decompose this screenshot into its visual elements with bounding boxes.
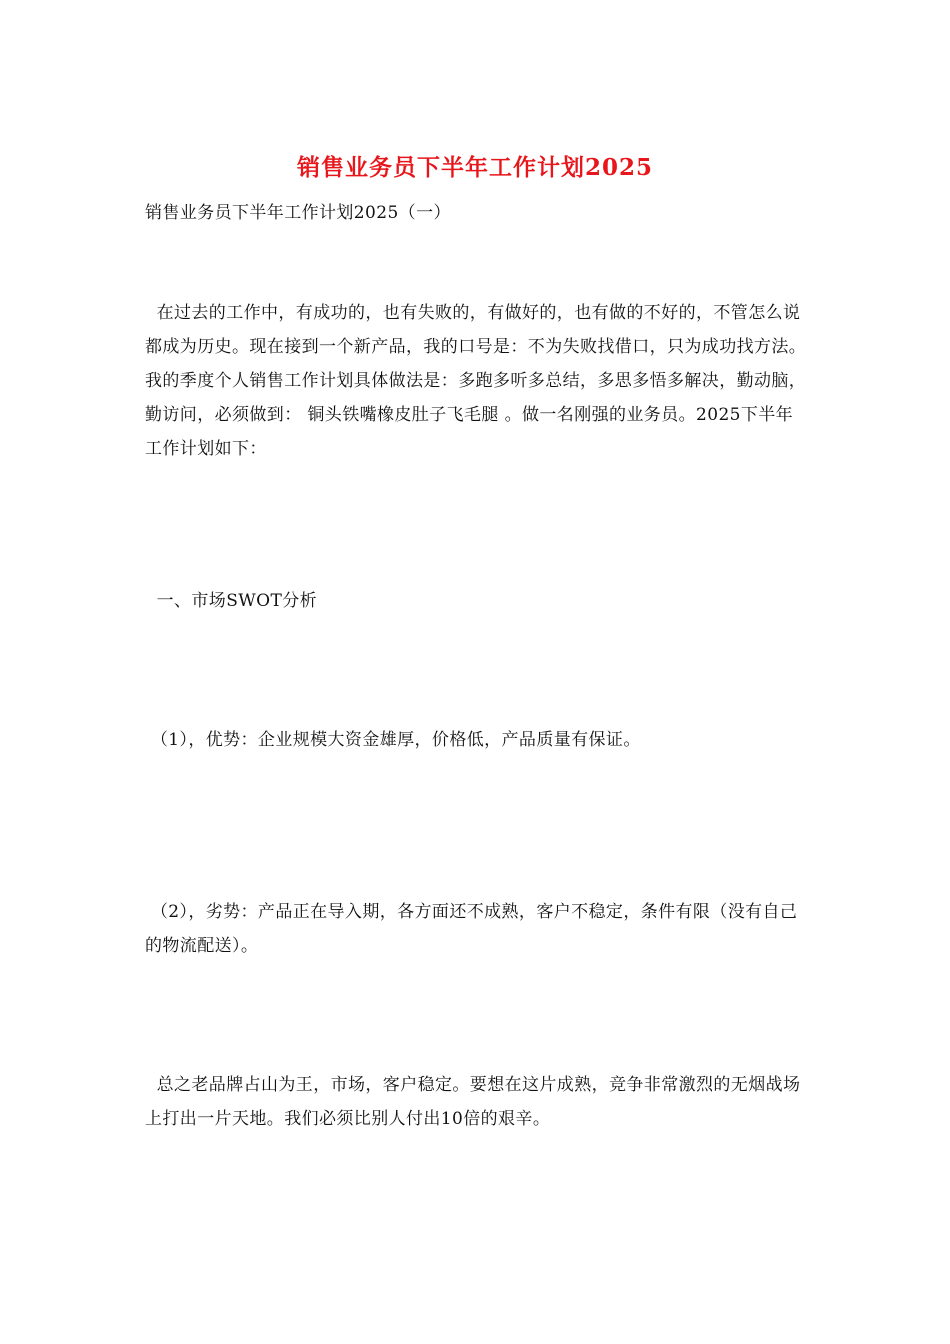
summary-paragraph: 总之老品牌占山为王，市场，客户稳定。要想在这片成熟，竞争非常激烈的无烟战场上打出一片天地。我们必须比别人付出10倍的艰辛。: [145, 1075, 801, 1129]
intro-paragraph: 在过去的工作中，有成功的，也有失败的，有做好的，也有做的不好的，不管怎么说都成为历史。现在接到一个新产品，我的口号是：不为失败找借口，只为成功找方法。我的季度个人销售工作计划具体做法是：多跑多听多总结，多思多悟多解决，勤动脑，勤访问，必须做到： 铜头铁嘴橡皮肚子飞毛腿 。做一名刚强的业务员。2025下半年工作计划如下：: [145, 303, 807, 459]
swot-item-strengths: （1），优势：企业规模大资金雄厚，价格低，产品质量有保证。: [145, 730, 641, 750]
section-heading-swot: 一、市场SWOT分析: [145, 591, 318, 611]
swot-item-weaknesses: （2），劣势：产品正在导入期，各方面还不成熟，客户不稳定，条件有限（没有自己的物流配送）。: [145, 902, 798, 956]
document-title: 销售业务员下半年工作计划2025: [296, 154, 653, 181]
document-subtitle: 销售业务员下半年工作计划2025（一）: [145, 203, 451, 223]
